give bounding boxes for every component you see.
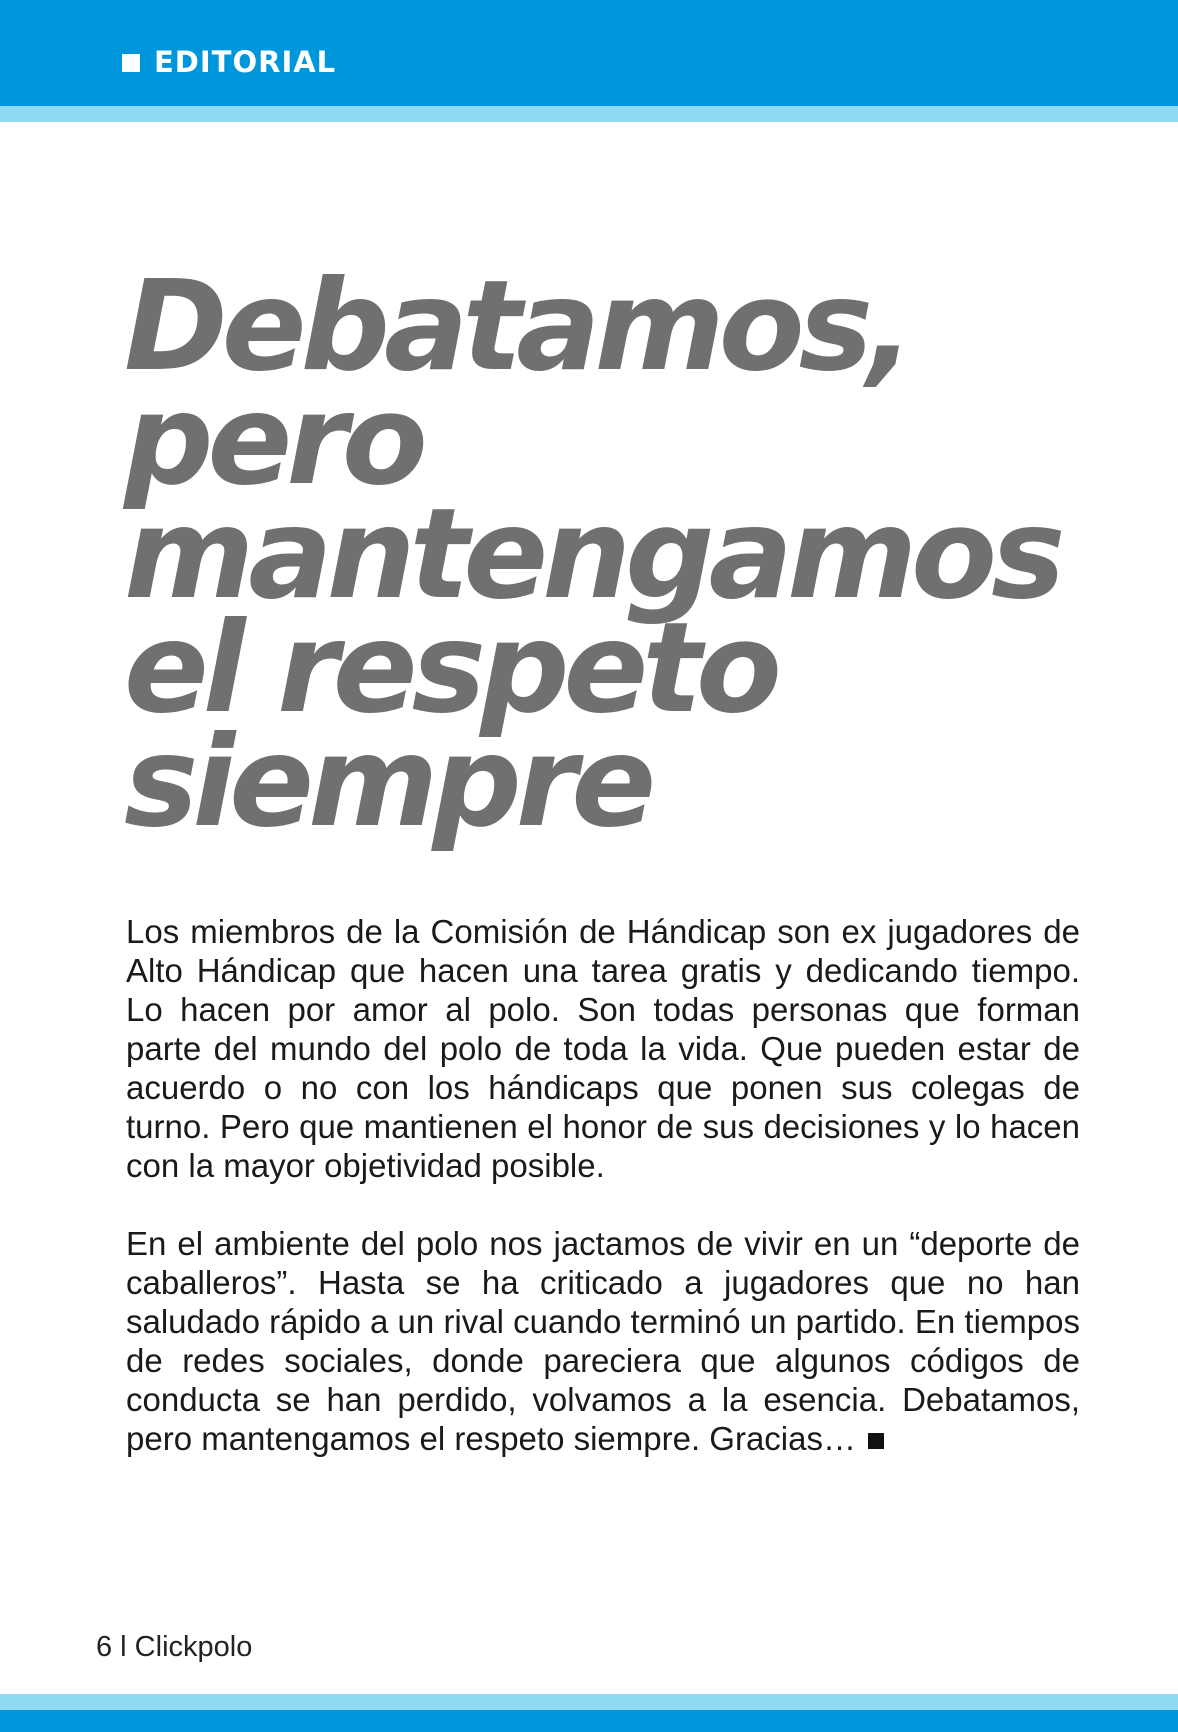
footer-stripe <box>0 1694 1178 1710</box>
article-body <box>126 912 1080 1458</box>
body-paragraph <box>126 912 1080 1185</box>
section-square-icon <box>122 54 140 72</box>
section-label <box>122 45 337 79</box>
headline-line: el respeto <box>124 596 776 741</box>
section-label-text: EDITORIAL <box>154 45 337 79</box>
footer-bar <box>0 1710 1178 1732</box>
page-folio: 6 l Clickpolo <box>96 1631 253 1663</box>
headline-line: mantengamos <box>124 482 1060 627</box>
headline-line: Debatamos, <box>124 254 909 399</box>
headline-line: siempre <box>124 710 651 855</box>
end-mark-icon <box>868 1433 884 1449</box>
headline-line: pero <box>124 368 422 513</box>
header-stripe <box>0 106 1178 122</box>
paragraph-text: En el ambiente del polo nos jactamos de vivir en un “deporte de caballeros”. Hasta se ha criticado a jugadores que no han saludado rápido a un rival cuando terminó un partido. En tiempos de redes sociales, donde pareciera que algunos códigos de conducta se han perdido, volvamos a la esencia. Debatamos, pero mantengamos el respeto siempre. Gracias… <box>126 1225 1080 1457</box>
paragraph-text: Los miembros de la Comisión de Hándicap son ex jugadores de Alto Hándicap que hacen una tarea gratis y dedicando tiempo. Lo hacen por amor al polo. Son todas personas que forman parte del mundo del polo de toda la vida. Que pueden estar de acuerdo o no con los hándicaps que ponen sus colegas de turno. Pero que mantienen el honor de sus decisiones y lo hacen con la mayor objetividad posible. <box>126 913 1080 1184</box>
body-paragraph <box>126 1224 1080 1458</box>
headline <box>124 254 1124 855</box>
